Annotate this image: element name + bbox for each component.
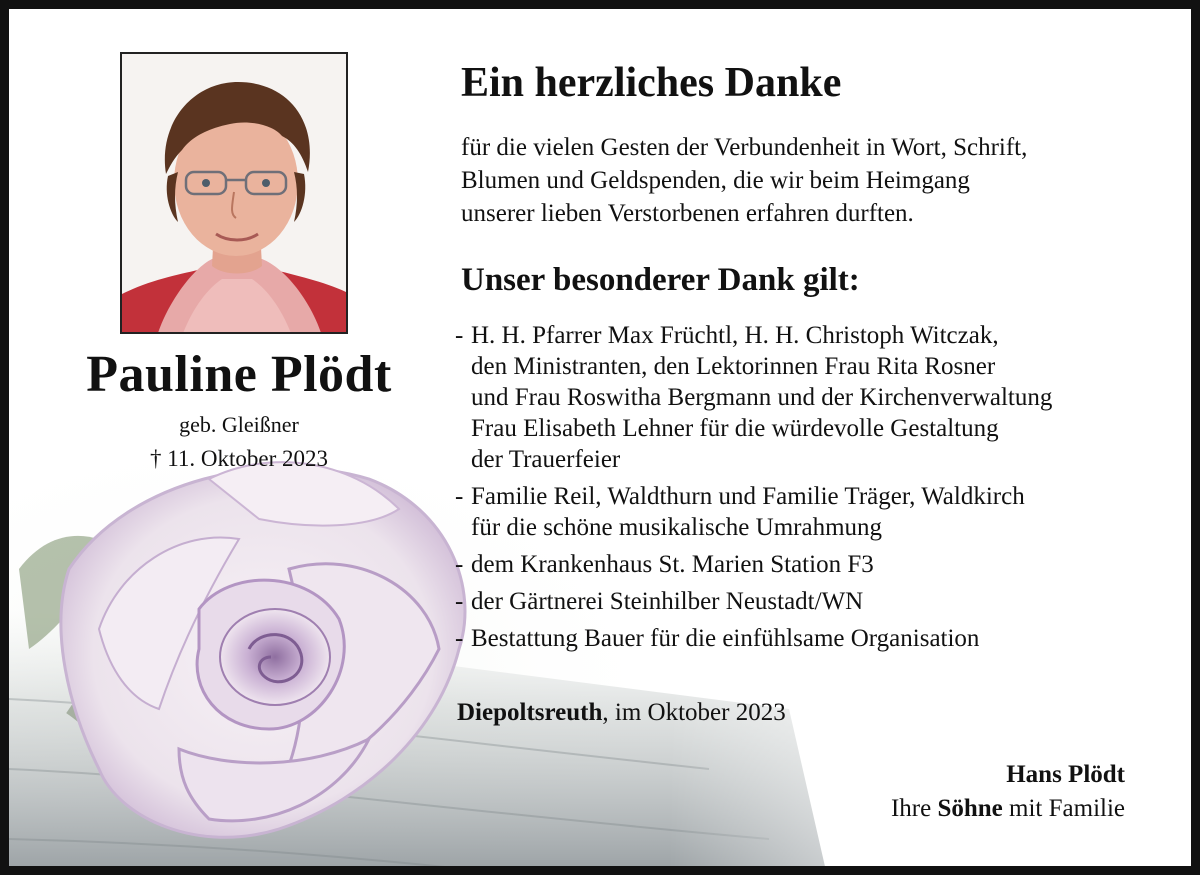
birth-name: geb. Gleißner bbox=[179, 412, 299, 437]
intro-paragraph: für die vielen Gesten der Verbundenheit in Wort, Schrift, Blumen und Geldspenden, die wir beim Heimgang unserer lieben Verstorbenen erfahren durften. bbox=[461, 134, 1028, 227]
list-item bbox=[455, 623, 1052, 654]
list-dash: - bbox=[455, 322, 464, 349]
list-item-text: Familie Reil, Waldthurn und Familie Träger, Waldkirch für die schöne musikalische Umrahmung bbox=[471, 483, 1025, 541]
death-date: † 11. Oktober 2023 bbox=[149, 446, 328, 471]
family-suffix: mit Familie bbox=[1002, 795, 1125, 822]
list-item-text: der Gärtnerei Steinhilber Neustadt/WN bbox=[471, 588, 864, 615]
list-item-text: H. H. Pfarrer Max Früchtl, H. H. Christoph Witczak, den Ministranten, den Lektorinnen Frau Rita Rosner und Frau Roswitha Bergmann und der Kirchenverwaltung Frau Elisabeth Lehner für die würdevolle Gestaltung der Trauerfeier bbox=[471, 322, 1053, 473]
list-item-text: Bestattung Bauer für die einfühlsame Organisation bbox=[471, 625, 980, 652]
list-dash: - bbox=[455, 551, 464, 578]
list-item bbox=[455, 586, 1052, 617]
list-dash: - bbox=[455, 588, 464, 615]
signer-name: Hans Plödt bbox=[1006, 761, 1125, 788]
family-prefix: Ihre bbox=[890, 795, 938, 822]
family-sons: Söhne bbox=[937, 795, 1003, 822]
section-heading: Unser besonderer Dank gilt: bbox=[461, 262, 860, 298]
list-item bbox=[455, 320, 1052, 475]
page-title: Ein herzliches Danke bbox=[461, 60, 842, 106]
family-line bbox=[891, 795, 1125, 823]
list-dash: - bbox=[455, 483, 464, 510]
deceased-name: Pauline Plödt bbox=[86, 346, 392, 403]
closing-date: , im Oktober 2023 bbox=[602, 699, 786, 726]
place-date-line bbox=[457, 699, 786, 727]
list-dash: - bbox=[455, 625, 464, 652]
list-item-text: dem Krankenhaus St. Marien Station F3 bbox=[471, 551, 874, 578]
thanks-list bbox=[455, 320, 1052, 660]
place-name: Diepoltsreuth bbox=[457, 699, 603, 726]
portrait-photo bbox=[120, 52, 348, 334]
list-item bbox=[455, 549, 1052, 580]
list-item bbox=[455, 481, 1052, 543]
